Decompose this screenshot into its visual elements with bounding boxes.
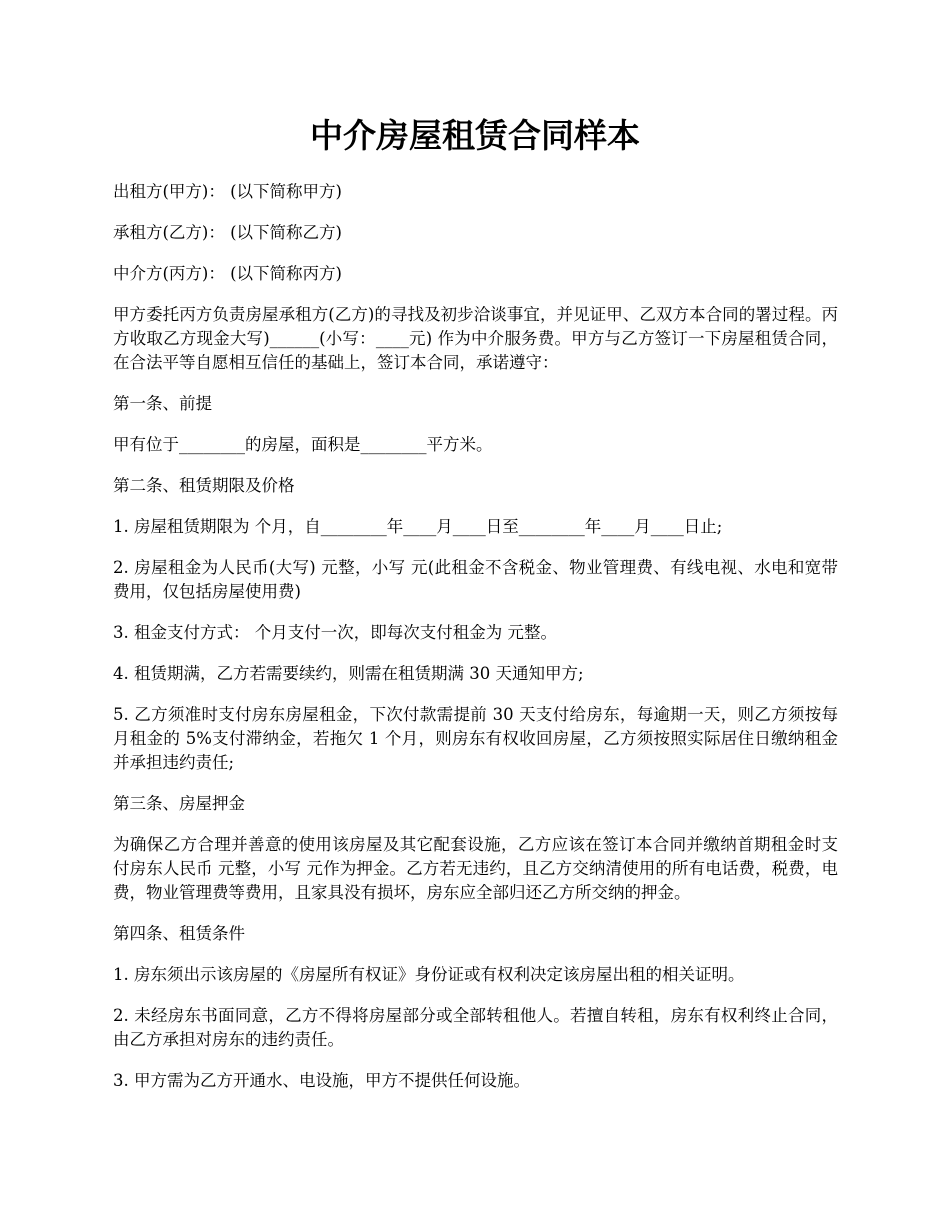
article-2-clause-1: 1. 房屋租赁期限为 个月，自________年____月____日至________年____月____日止; <box>113 517 723 536</box>
article-4-clause-3: 3. 甲方需为乙方开通水、电设施，甲方不提供任何设施。 <box>113 1071 530 1090</box>
page-title: 中介房屋租赁合同样本 <box>310 116 640 155</box>
article-3-heading: 第三条、房屋押金 <box>113 794 245 813</box>
article-4-clause-1: 1. 房东须出示该房屋的《房屋所有权证》身份证或有权利决定该房屋出租的相关证明。 <box>113 965 745 984</box>
article-1-heading: 第一条、前提 <box>113 394 212 413</box>
article-2-heading: 第二条、租赁期限及价格 <box>113 476 295 495</box>
document-body <box>113 180 838 1110</box>
article-2-clause-2: 2. 房屋租金为人民币(大写) 元整，小写 元(此租金不含税金、物业管理费、有线电视、水电和宽带费用，仅包括房屋使用费) <box>113 558 838 601</box>
party-agent-line: 中介方(丙方)： (以下简称丙方) <box>113 264 342 283</box>
party-lessor-line: 出租方(甲方)： (以下简称甲方) <box>113 182 342 201</box>
article-2-clause-3: 3. 租金支付方式： 个月支付一次，即每次支付租金为 元整。 <box>113 623 557 642</box>
article-4-clause-2: 2. 未经房东书面同意，乙方不得将房屋部分或全部转租他人。若擅自转租，房东有权利终止合同，由乙方承担对房东的违约责任。 <box>113 1006 838 1049</box>
article-4-heading: 第四条、租赁条件 <box>113 924 245 943</box>
party-lessee-line: 承租方(乙方)： (以下简称乙方) <box>113 223 342 242</box>
article-2-clause-4: 4. 租赁期满，乙方若需要续约，则需在租赁期满 30 天通知甲方; <box>113 664 584 683</box>
article-1-clause: 甲有位于________的房屋，面积是________平方米。 <box>113 435 493 454</box>
preamble-paragraph: 甲方委托丙方负责房屋承租方(乙方)的寻找及初步洽谈事宜，并见证甲、乙双方本合同的署过程。丙方收取乙方现金大写)______(小写：____元) 作为中介服务费。甲方与乙方签订一下房屋租赁合同，在合法平等自愿相互信任的基础上，签订本合同，承诺遵守： <box>113 305 838 372</box>
article-3-clause: 为确保乙方合理并善意的使用该房屋及其它配套设施，乙方应该在签订本合同并缴纳首期租金时支付房东人民币 元整，小写 元作为押金。乙方若无违约，且乙方交纳清使用的所有电话费，税费，电费，物业管理费等费用，且家具没有损坏，房东应全部归还乙方所交纳的押金。 <box>113 835 838 902</box>
article-2-clause-5: 5. 乙方须准时支付房东房屋租金，下次付款需提前 30 天支付给房东，每逾期一天，则乙方须按每月租金的 5%支付滞纳金，若拖欠 1 个月，则房东有权收回房屋，乙方须按照实际居住日缴纳租金并承担违约责任; <box>113 705 838 772</box>
